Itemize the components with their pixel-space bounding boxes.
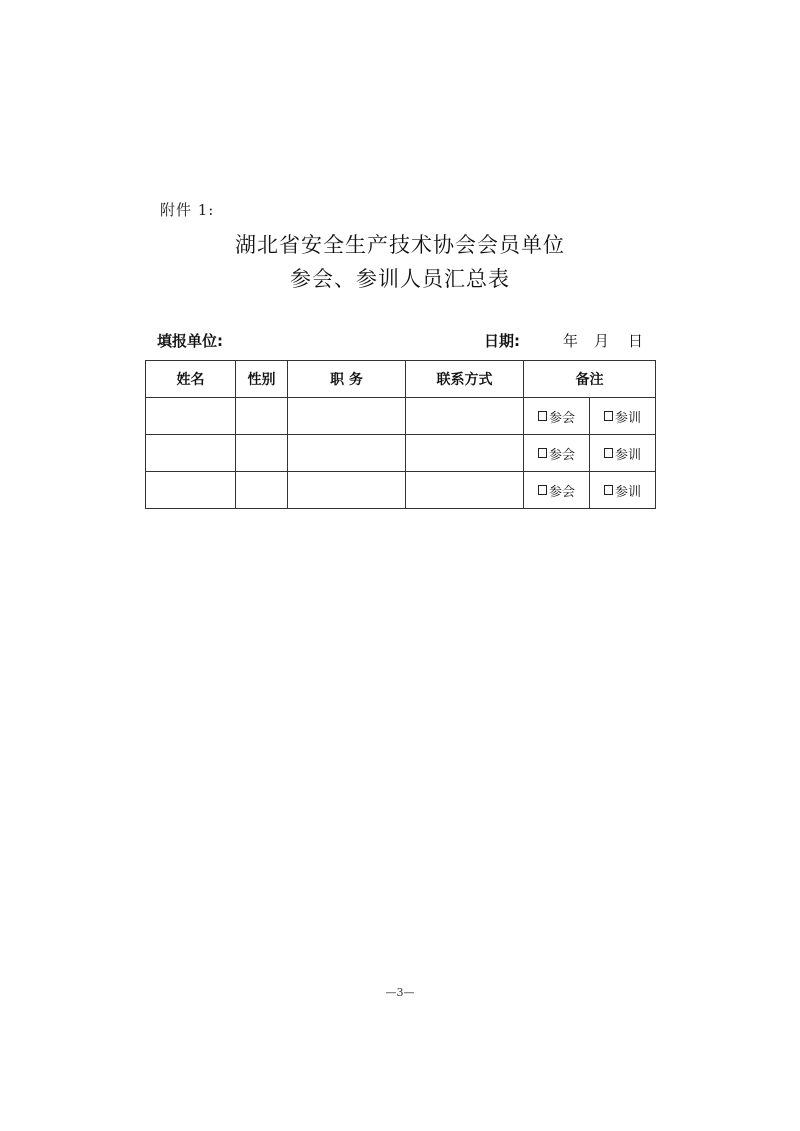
meeting-option-label: 参会 bbox=[548, 410, 575, 426]
cell-contact[interactable] bbox=[406, 435, 524, 472]
meeting-checkbox[interactable] bbox=[538, 448, 547, 458]
meeting-option[interactable] bbox=[524, 472, 590, 509]
training-checkbox[interactable] bbox=[604, 485, 613, 495]
cell-position[interactable] bbox=[288, 472, 406, 509]
header-remarks: 备注 bbox=[524, 361, 656, 398]
training-option[interactable] bbox=[590, 435, 656, 472]
table-row bbox=[146, 398, 656, 435]
cell-gender[interactable] bbox=[236, 472, 288, 509]
attendee-summary-table bbox=[145, 360, 656, 509]
cell-position[interactable] bbox=[288, 435, 406, 472]
month-label: 月 bbox=[594, 332, 610, 350]
day-label: 日 bbox=[628, 332, 644, 350]
training-option-label: 参训 bbox=[614, 410, 641, 426]
training-option[interactable] bbox=[590, 472, 656, 509]
date-label: 日期: bbox=[484, 332, 520, 350]
year-label: 年 bbox=[563, 332, 579, 350]
training-option[interactable] bbox=[590, 398, 656, 435]
cell-name[interactable] bbox=[146, 472, 236, 509]
reporting-unit-label: 填报单位: bbox=[157, 332, 223, 350]
cell-name[interactable] bbox=[146, 435, 236, 472]
meeting-checkbox[interactable] bbox=[538, 411, 547, 421]
cell-position[interactable] bbox=[288, 398, 406, 435]
training-option-label: 参训 bbox=[614, 484, 641, 500]
cell-contact[interactable] bbox=[406, 472, 524, 509]
header-name: 姓名 bbox=[146, 361, 236, 398]
meeting-option-label: 参会 bbox=[548, 447, 575, 463]
page-number: —3— bbox=[385, 986, 415, 999]
attachment-label: 附件 1: bbox=[160, 201, 215, 219]
meeting-option-label: 参会 bbox=[548, 484, 575, 500]
table-row bbox=[146, 435, 656, 472]
meeting-checkbox[interactable] bbox=[538, 485, 547, 495]
meeting-option[interactable] bbox=[524, 398, 590, 435]
document-title-line-1: 湖北省安全生产技术协会会员单位 bbox=[235, 233, 565, 257]
cell-gender[interactable] bbox=[236, 435, 288, 472]
table-header-row bbox=[146, 361, 656, 398]
table-row bbox=[146, 472, 656, 509]
header-gender: 性别 bbox=[236, 361, 288, 398]
cell-name[interactable] bbox=[146, 398, 236, 435]
document-title-line-2: 参会、参训人员汇总表 bbox=[290, 267, 510, 291]
training-checkbox[interactable] bbox=[604, 448, 613, 458]
cell-gender[interactable] bbox=[236, 398, 288, 435]
header-position: 职 务 bbox=[288, 361, 406, 398]
training-checkbox[interactable] bbox=[604, 411, 613, 421]
cell-contact[interactable] bbox=[406, 398, 524, 435]
header-contact: 联系方式 bbox=[406, 361, 524, 398]
meeting-option[interactable] bbox=[524, 435, 590, 472]
training-option-label: 参训 bbox=[614, 447, 641, 463]
